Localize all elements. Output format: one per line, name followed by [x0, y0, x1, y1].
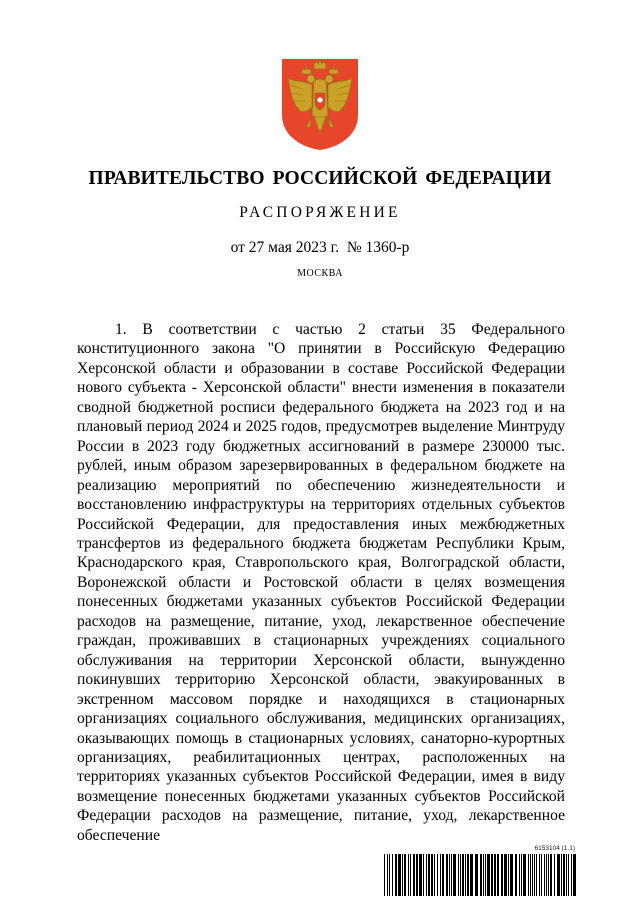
coat-of-arms-icon [278, 55, 362, 151]
document-type: РАСПОРЯЖЕНИЕ [239, 204, 401, 221]
document-date-number: от 27 мая 2023 г. № 1360-р [230, 239, 410, 256]
document-city: МОСКВА [297, 268, 343, 279]
body-paragraph-1: 1. В соответствии с частью 2 статьи 35 Федерального конституционного закона "О принятии в Российскую Федерацию Херсонской области и образовании в составе Российской Федерации нового субъекта - Херсонской области" внести изменения в показатели сводной бюджетной росписи федерального бюджета на 2023 год и на плановый период 2024 и 2025 годов, предусмотрев выделение Минтруду России в 2023 году бюджетных ассигнований в размере 230000 тыс. рублей, иным образом зарезервированных в федеральном бюджете на реализацию мероприятий по обеспечению жизнедеятельности и восстановлению инфраструктуры на территориях отдельных субъектов Российской Федерации, для предоставления иных межбюджетных трансфертов из федерального бюджета бюджетам Республики Крым, Краснодарского края, Ставропольского края, Волгоградской области, Воронежской области и Ростовской области в целях возмещения понесенных бюджетами указанных субъектов Российской Федерации расходов на размещение, питание, уход, лекарственное обеспечение граждан, проживавших в стационарных учреждениях социального обслуживания на территории Херсонской области, вынужденно покинувших территорию Херсонской области, эвакуированных в экстренном массовом порядке и находящихся в стационарных организациях социального обслуживания, медицинских организациях, оказывающих помощь в стационарных условиях, санаторно-курортных организациях, реабилитационных центрах, расположенных на территориях указанных субъектов Российской Федерации, имея в виду возмещение понесенных бюджетами указанных субъектов Российской Федерации расходов на размещение, питание, уход, лекарственное обеспечение [77, 321, 565, 844]
barcode-caption: 6153104 (1.1) [534, 845, 575, 852]
barcode-icon [384, 854, 576, 896]
government-title: ПРАВИТЕЛЬСТВО РОССИЙСКОЙ ФЕДЕРАЦИИ [88, 168, 552, 189]
